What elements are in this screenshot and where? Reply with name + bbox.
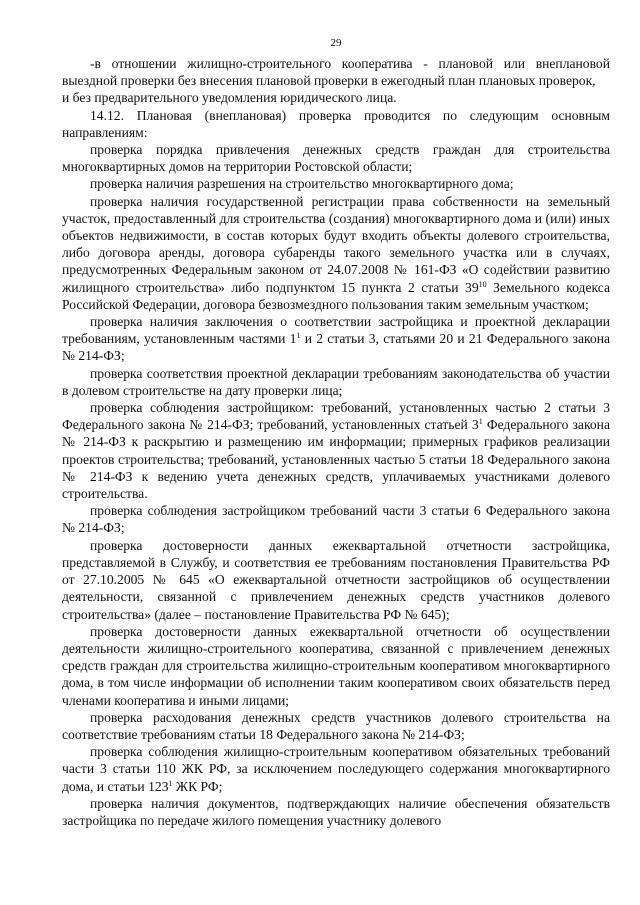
superscript: 10 <box>478 279 487 289</box>
document-page <box>62 36 610 829</box>
paragraph: проверка расходования денежных средств участников долевого строительства на соответствие требованиям статьи 18 Федерального закона № 214-ФЗ; <box>62 709 610 742</box>
paragraph: проверка наличия разрешения на строительство многоквартирного дома; <box>90 176 514 192</box>
paragraph: проверка наличия документов, подтверждающих наличие обеспечения обязательств застройщика по передаче жилого помещения участнику долевого <box>62 795 610 828</box>
superscript: 1 <box>478 417 483 427</box>
paragraph: проверка наличия государственной регистрации права собственности на земельный участок, предоставленный для строительства (создания) многоквартирного дома и (или) иных объектов недвижимости, в состав которых будут входить объекты долевого строительства, либо договора аренды, договора субаренды такого земельного участка или в случаях, предусмотренных Федеральным законом от 24.07.2008 № 161-ФЗ «О содействии развитию жилищного строительства» либо подпунктом 15 пункта 2 статьи $39^{10}$ Земельного кодекса Российской Федерации, договора безвозмездного пользования таким земельным участком; <box>62 193 610 312</box>
paragraph: проверка соблюдения застройщиком требований части 3 статьи 6 Федерального закона № 214-ФЗ; <box>62 503 610 536</box>
document-body <box>62 55 610 829</box>
paragraph: и без предварительного уведомления юридического лица. <box>62 90 397 106</box>
page-number: 29 <box>330 37 342 49</box>
paragraph: проверка порядка привлечения денежных средств граждан для строительства многоквартирных домов на территории Ростовской области; <box>62 142 610 175</box>
superscript: 1 <box>168 778 173 788</box>
paragraph: 14.12. Плановая (внеплановая) проверка проводится по следующим основным направлениям: <box>62 107 610 140</box>
paragraph: проверка соблюдения застройщиком: требований, установленных частью 2 статьи 3 Федерального закона № 214-ФЗ; требований, установленных статьей $3^1$ Федерального закона № 214-ФЗ к раскрытию и размещению им информации; примерных графиков реализации проектов строительства; требований, установленных частью 5 статьи 18 Федерального закона № 214-ФЗ к ведению учета денежных средств, уплачиваемых участниками долевого строительства. <box>62 400 610 502</box>
superscript: 1 <box>296 331 301 341</box>
paragraph: проверка соответствия проектной декларации требованиям законодательства об участии в долевом строительстве на дату проверки лица; <box>62 365 610 398</box>
paragraph: проверка достоверности данных ежеквартальной отчетности об осуществлении деятельности жилищно-строительного кооператива, связанной с привлечением денежных средств граждан для строительства жилищно-строительным кооперативом многоквартирного дома, в том числе информации об исполнении таким кооперативом своих обязательств перед членами кооператива и иными лицами; <box>62 623 610 708</box>
paragraph: проверка достоверности данных ежеквартальной отчетности застройщика, представляемой в Службу, и соответствия ее требованиям постановления Правительства РФ от 27.10.2005 № 645 «О ежеквартальной отчетности застройщиков об осуществлении деятельности, связанной с привлечением денежных средств участников долевого строительства» (далее – постановление Правительства РФ № 645); <box>62 537 610 622</box>
paragraph: -в отношении жилищно-строительного кооператива - плановой или внеплановой выездной проверки без внесения плановой проверки в ежегодный план плановых проверок, <box>62 56 610 89</box>
paragraph: проверка соблюдения жилищно-строительным кооперативом обязательных требований части 3 статьи 110 ЖК РФ, за исключением последующего содержания многоквартирного дома, и статьи $123^1$ ЖК РФ; <box>62 744 610 794</box>
paragraph: проверка наличия заключения о соответствии застройщика и проектной декларации требованиям, установленным частями $1^1$ и 2 статьи 3, статьями 20 и 21 Федерального закона № 214-ФЗ; <box>62 314 610 364</box>
